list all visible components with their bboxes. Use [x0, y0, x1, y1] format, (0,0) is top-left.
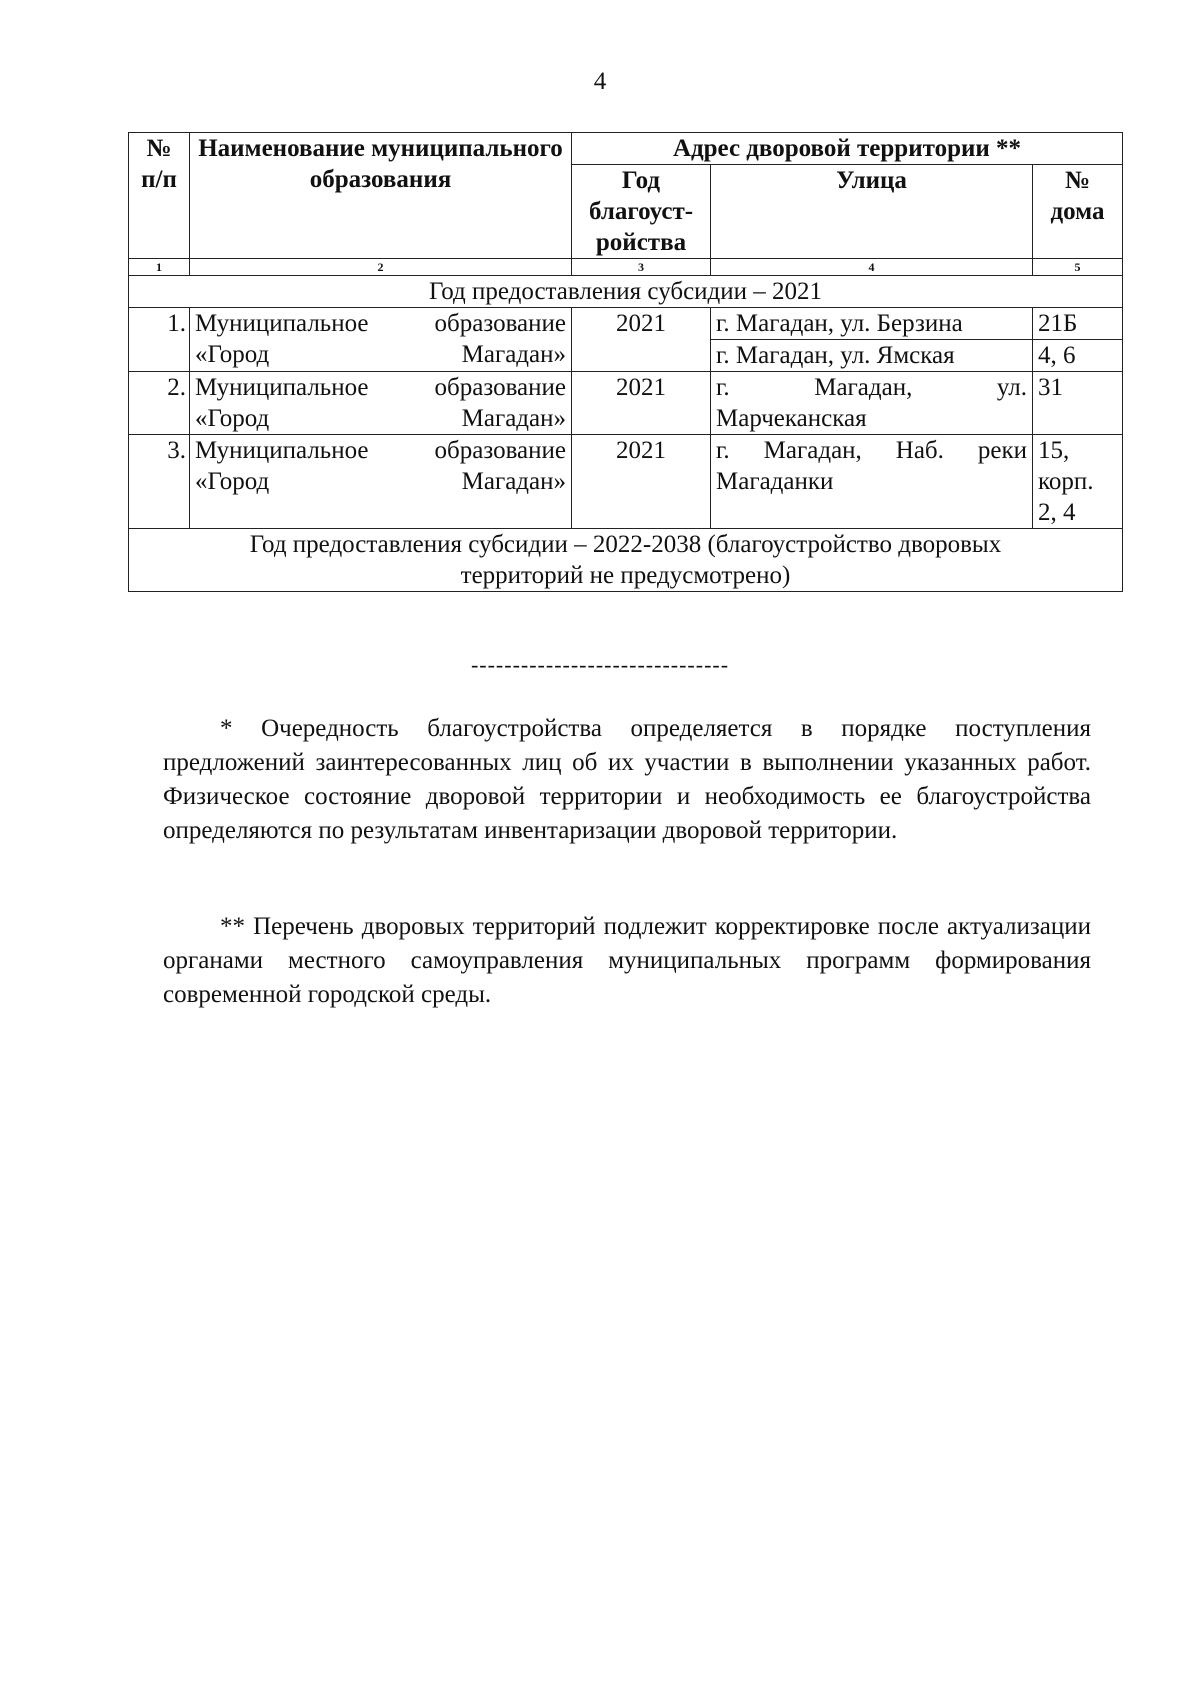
municipality-name: Муниципальное образование «Город Магадан» [190, 435, 572, 529]
section-row-2021 [129, 276, 1123, 308]
footnote-list-correction: ** Перечень дворовых территорий подлежит корректировке после актуализации органами местного самоуправления муниципальных программ формирования современной городской среды. [163, 913, 1091, 1008]
section-row-2022-2038 [129, 529, 1123, 592]
table-row [129, 372, 1123, 435]
table-row [129, 308, 1123, 340]
street-cell: г. Магадан, ул. Ямская [711, 340, 1033, 372]
separator-line: ------------------------------- [470, 652, 730, 677]
section-title: Год предоставления субсидии – 2022-2038 (благоустройство дворовых территорий не предусмотрено) [129, 529, 1123, 592]
column-number: 2 [190, 259, 572, 276]
yard-territories-table [128, 132, 1123, 592]
year-cell: 2021 [572, 435, 711, 529]
header-street: Улица [711, 165, 1033, 259]
table-row [129, 435, 1123, 529]
column-number: 5 [1033, 259, 1123, 276]
municipality-name: Муниципальное образование «Город Магадан» [190, 372, 572, 435]
row-number: 2. [129, 372, 190, 435]
municipality-name: Муниципальное образование «Город Магадан» [190, 308, 572, 372]
page-number: 4 [593, 68, 607, 95]
column-number: 4 [711, 259, 1033, 276]
header-year: Год благоуст-ройства [572, 165, 711, 259]
column-number: 3 [572, 259, 711, 276]
header-num: № п/п [129, 133, 190, 259]
header-municipality: Наименование муниципального образования [190, 133, 572, 259]
house-cell: 4, 6 [1033, 340, 1123, 372]
header-house: № дома [1033, 165, 1123, 259]
street-cell: г. Магадан, ул. Берзина [711, 308, 1033, 340]
column-number: 1 [129, 259, 190, 276]
header-address: Адрес дворовой территории ** [572, 133, 1123, 165]
row-number: 3. [129, 435, 190, 529]
footnote-priority: * Очередность благоустройства определяется в порядке поступления предложений заинтересованных лиц об их участии в выполнении указанных работ. Физическое состояние дворовой территории и необходимость ее благоустройства определяются по результатам инвентаризации дворовой территории. [163, 715, 1091, 844]
street-cell: г. Магадан, Наб. реки Магаданки [711, 435, 1033, 529]
house-cell: 21Б [1033, 308, 1123, 340]
section-title: Год предоставления субсидии – 2021 [129, 276, 1123, 308]
house-cell: 31 [1033, 372, 1123, 435]
house-cell: 15, корп. 2, 4 [1033, 435, 1123, 529]
year-cell: 2021 [572, 372, 711, 435]
year-cell: 2021 [572, 308, 711, 372]
table-header-row [129, 133, 1123, 165]
street-cell: г. Магадан, ул. Марчеканская [711, 372, 1033, 435]
column-number-row [129, 259, 1123, 276]
row-number: 1. [129, 308, 190, 372]
